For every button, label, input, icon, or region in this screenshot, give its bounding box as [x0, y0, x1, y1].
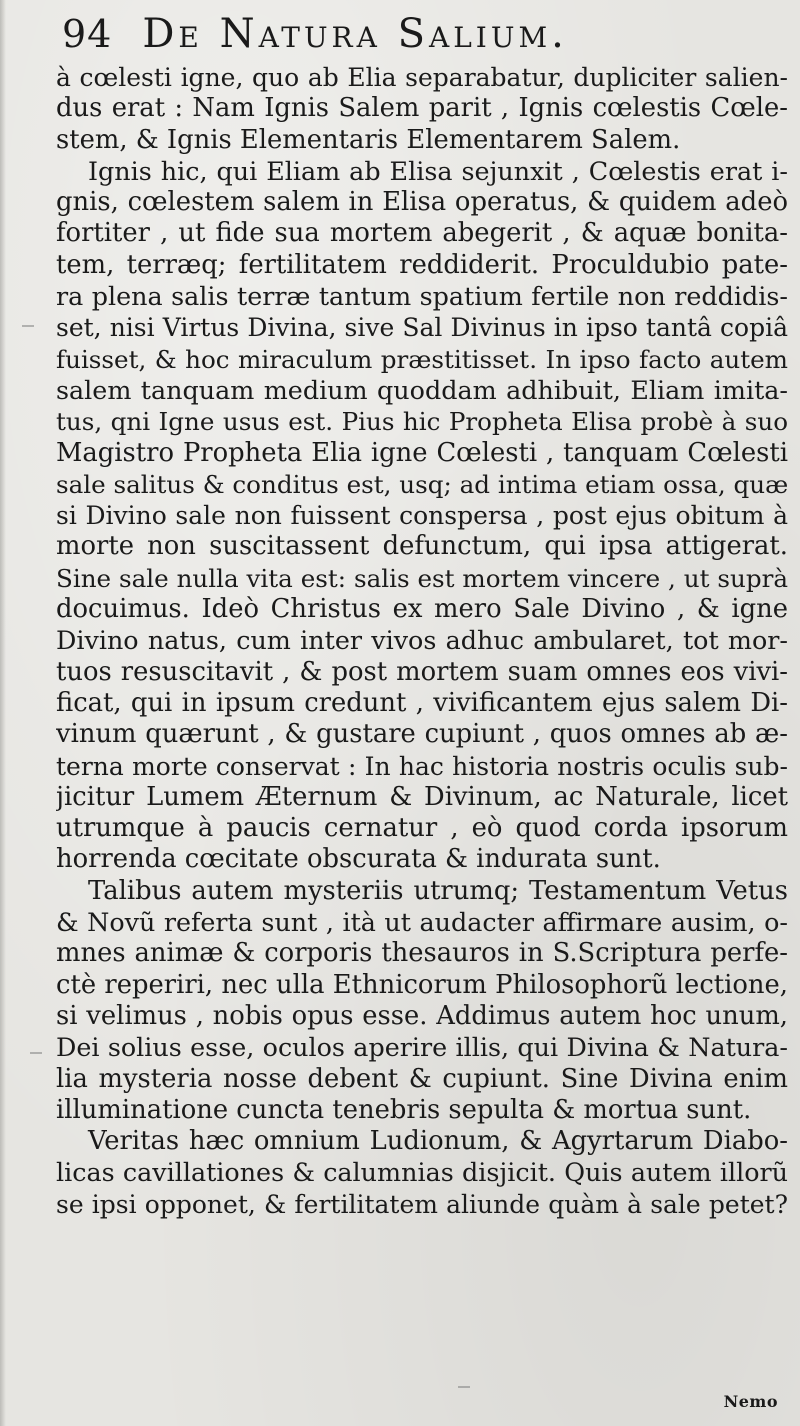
catchword: Nemo: [723, 1392, 778, 1411]
text-line: si velimus , nobis opus esse. Addimus autem hoc unum,: [56, 1000, 788, 1031]
text-line: docuimus. Ideò Christus ex mero Sale Divino , & igne: [56, 594, 788, 625]
text-line: Ignis hic, qui Eliam ab Elisa sejunxit , Cœlestis erat i-: [88, 155, 788, 186]
text-line: Divino natus, cum inter vivos adhuc ambularet, tot mor-: [56, 625, 788, 656]
page-number: 94: [62, 12, 113, 56]
margin-mark: [30, 1052, 42, 1054]
text-line: Veritas hæc omnium Ludionum, & Agyrtarum Diabo-: [88, 1126, 788, 1157]
text-line: Sine sale nulla vita est: salis est mortem vincere , ut suprà: [56, 563, 788, 593]
margin-mark: [458, 1386, 470, 1388]
page-edge-shadow: [0, 0, 6, 1426]
text-line: jicitur Lumem Æternum & Divinum, ac Naturale, licet: [56, 781, 788, 812]
text-line: ra plena salis terræ tantum spatium fertile non reddidis-: [56, 281, 788, 312]
text-line: horrenda cœcitate obscurata & indurata sunt.: [56, 844, 661, 875]
text-line: salem tanquam medium quoddam adhibuit, Eliam imita-: [56, 374, 788, 405]
text-line: Magistro Propheta Elia igne Cœlesti , tanquam Cœlesti: [56, 437, 788, 468]
text-line: illuminatione cuncta tenebris sepulta & mortua sunt.: [56, 1094, 752, 1125]
text-line: à cœlesti igne, quo ab Elia separabatur, dupliciter salien-: [56, 63, 788, 92]
body-text: [56, 62, 788, 1220]
text-line: morte non suscitassent defunctum, qui ipsa attigerat.: [56, 531, 788, 562]
text-line: ficat, qui in ipsum credunt , vivificantem ejus salem Di-: [56, 687, 788, 718]
text-line: utrumque à paucis cernatur , eò quod corda ipsorum: [56, 813, 788, 844]
running-title: De Natura Salium.: [142, 11, 568, 57]
text-line: stem, & Ignis Elementaris Elementarem Salem.: [56, 124, 681, 155]
text-line: tus, qni Igne usus est. Pius hic Propheta Elisa probè à suo: [56, 407, 788, 437]
text-line: licas cavillationes & calumnias disjicit. Quis autem illorũ: [56, 1157, 788, 1188]
text-line: terna morte conservat : In hac historia nostris oculis sub-: [56, 751, 788, 781]
text-line: tem, terræq; fertilitatem reddiderit. Proculdubio pate-: [56, 249, 788, 280]
text-line: dus erat : Nam Ignis Salem parit , Ignis cœlestis Cœle-: [56, 93, 788, 124]
text-line: set, nisi Virtus Divina, sive Sal Divinus in ipso tantâ copiâ: [56, 313, 788, 343]
text-line: si Divino sale non fuissent conspersa , post ejus obitum à: [56, 501, 788, 531]
text-line: fortiter , ut fide sua mortem abegerit , & aquæ bonita-: [56, 218, 788, 249]
margin-mark: [22, 325, 34, 327]
text-line: vinum quærunt , & gustare cupiunt , quos omnes ab æ-: [56, 719, 788, 750]
text-line: se ipsi opponet, & fertilitatem aliunde quàm à sale petet?: [56, 1189, 788, 1219]
text-line: & Novũ referta sunt , ità ut audacter affirmare ausim, o-: [56, 907, 788, 938]
text-line: Dei solius esse, oculos aperire illis, qui Divina & Natura-: [56, 1032, 788, 1063]
text-line: gnis, cœlestem salem in Elisa operatus, & quidem adeò: [56, 187, 788, 218]
text-line: tuos resuscitavit , & post mortem suam omnes eos vivi-: [56, 656, 788, 687]
text-line: lia mysteria nosse debent & cupiunt. Sine Divina enim: [56, 1063, 788, 1094]
text-line: fuisset, & hoc miraculum præstitisset. In ipso facto autem: [56, 344, 788, 374]
text-line: sale salitus & conditus est, usq; ad intima etiam ossa, quæ: [56, 469, 788, 499]
text-line: Talibus autem mysteriis utrumq; Testamentum Vetus: [88, 875, 788, 906]
text-line: ctè reperiri, nec ulla Ethnicorum Philosophorũ lectione,: [56, 969, 788, 1000]
text-line: mnes animæ & corporis thesauros in S.Scriptura perfe-: [56, 938, 788, 969]
page-header: [62, 8, 790, 60]
